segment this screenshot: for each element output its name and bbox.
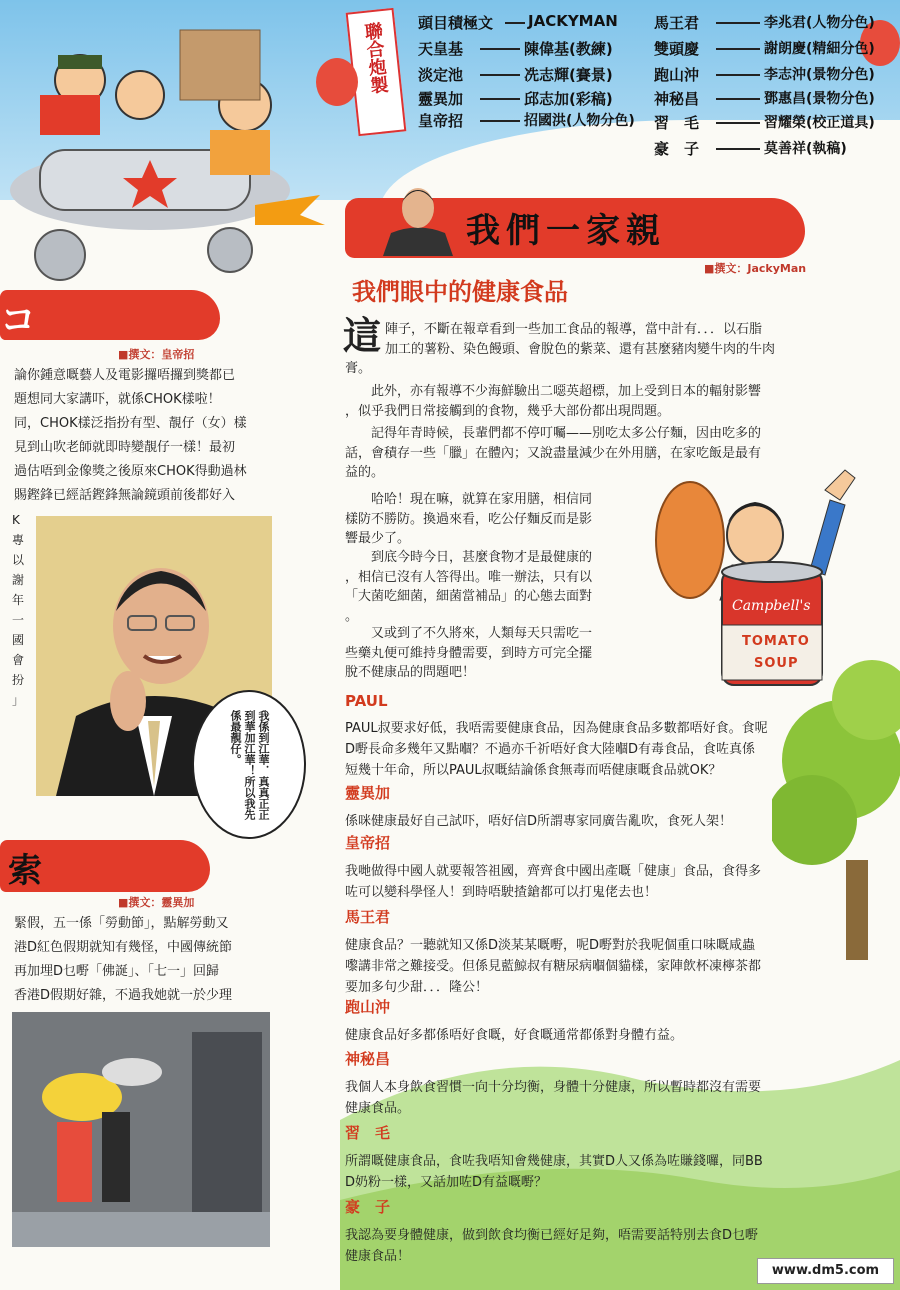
credit-person: 謝朗慶(精細分色) xyxy=(764,41,875,57)
article-para-2 xyxy=(345,382,865,421)
qa-name: 習 毛 xyxy=(345,1124,391,1142)
text-line: 嚟講非常之難接受。但係見藍鯨叔有糖尿病嗰個貓樣，家陣飲杯凍檸茶都 xyxy=(345,959,762,974)
text-line: 益的。 xyxy=(345,465,385,480)
section-title: 我們一家親 xyxy=(466,211,666,251)
text-line: 國 xyxy=(12,633,25,647)
text-line: 見到山吹老師就即時變靚仔一樣！最初 xyxy=(14,440,236,455)
text-line: 題想同大家講吓，就係CHOK樣啦！ xyxy=(14,392,221,407)
qa-name: 靈異加 xyxy=(345,784,391,802)
can-label-2: TOMATO xyxy=(742,634,810,649)
text-line: K xyxy=(12,513,20,527)
credit-person: 鄧惠昌(景物分色) xyxy=(764,91,875,107)
text-line: 扮 xyxy=(12,673,25,687)
qa-name: 皇帝招 xyxy=(345,834,391,852)
credit-person: 邱志加(彩稿) xyxy=(524,90,613,108)
text-line: 「大菌吃細菌，細菌當補品」的心態去面對 xyxy=(345,589,593,604)
qa-name: PAUL xyxy=(345,692,388,710)
left-header-glyph: コ xyxy=(0,300,37,341)
tank-illustration xyxy=(0,0,340,300)
article-para-6 xyxy=(345,624,655,683)
text-line: 我認為要身體健康，做到飲食均衡已經好足夠，唔需要話特別去食D乜嘢 xyxy=(345,1228,759,1243)
article-headline: 我們眼中的健康食品 xyxy=(352,278,568,306)
credit-name: 頭目積極文 xyxy=(418,14,494,32)
credit-name: 淡定池 xyxy=(418,66,464,84)
text-line: 響最少了。 xyxy=(345,531,411,546)
article-para-1-tail: 膏。 xyxy=(345,361,372,376)
text-line: 一 xyxy=(12,613,25,627)
credit-person: 陳偉基(教練) xyxy=(524,40,613,58)
red-balloon xyxy=(316,58,358,106)
text-line: 健康食品。 xyxy=(345,1101,411,1116)
text-line: 。 xyxy=(345,608,359,624)
text-line: 又或到了不久將來，人類每天只需吃一 xyxy=(345,626,593,641)
article-byline: ■撰文：JackyMan xyxy=(704,262,807,275)
text-line: 過估唔到金像獎之後原來CHOK得動過林 xyxy=(14,464,247,479)
speech-text: 我係到江華．真真正正到華加江華！所以我先係最靚仔。 xyxy=(229,710,270,820)
left-header-2: 索 xyxy=(8,851,42,891)
street-photo xyxy=(12,1012,270,1247)
text-line: ，相信已沒有人答得出。唯一辦法，只有以 xyxy=(345,569,593,585)
text-line: 同，CHOK樣泛指扮有型、靚仔（女）樣 xyxy=(14,416,247,431)
text-line: 健康食品好多都係唔好食嘅，好食嘅通常都係對身體冇益。 xyxy=(345,1028,684,1043)
text-line: 此外，亦有報導不少海鮮驗出二噁英超標，加上受到日本的輻射影響 xyxy=(345,384,762,399)
text-line: PAUL叔要求好低，我唔需要健康食品，因為健康食品多數都唔好食。食呢 xyxy=(345,721,768,736)
credit-name: 皇帝招 xyxy=(418,112,464,130)
text-line: D嘢長命多幾年又點嗰？不過亦千祈唔好食大陸嗰D有毒食品，食咗真係 xyxy=(345,742,756,757)
article-para-5 xyxy=(345,548,655,626)
text-line: 係咪健康最好自己試吓，唔好信D所謂專家同廣告亂吹，食死人架！ xyxy=(345,814,733,829)
text-line: ，似乎我們日常接觸到的食物，幾乎大部份都出現問題。 xyxy=(345,403,671,419)
credit-name: 馬王君 xyxy=(654,14,700,32)
qa-item xyxy=(345,692,873,782)
qa-item xyxy=(345,782,873,832)
text-line: 記得年青時候，長輩們都不停叮囑——別吃太多公仔麵，因由吃多的 xyxy=(345,426,762,441)
qa-item xyxy=(345,906,873,996)
text-line: 港D紅色假期就知有幾怪，中國傳統節 xyxy=(14,940,233,955)
text-line: 脫不健康品的問題吧！ xyxy=(345,665,476,680)
text-line: 專 xyxy=(12,533,25,547)
credit-person: 習耀榮(校正道具) xyxy=(764,115,875,131)
text-line: 些藥丸便可維持身體需要，到時方可完全擺 xyxy=(345,645,593,661)
can-label-3: SOUP xyxy=(754,656,799,671)
credit-person: 招國洪(人物分色) xyxy=(524,113,635,129)
text-line: 緊假，五一係「勞動節」，點解勞動又 xyxy=(14,916,229,931)
text-line: 健康食品！ xyxy=(345,1249,411,1264)
article-para-1-first xyxy=(385,320,865,359)
text-line: 我哋做得中國人就要報答祖國，齊齊食中國出產嘅「健康」食品，食得多 xyxy=(345,864,762,879)
left-byline-1: ■撰文：皇帝招 xyxy=(118,348,195,361)
text-line: 到底今時今日，甚麼食物才是最健康的 xyxy=(345,550,593,565)
text-line: 以 xyxy=(12,553,25,567)
qa-name: 馬王君 xyxy=(345,908,391,926)
credit-person: JACKYMAN xyxy=(528,12,618,30)
banner-tag-text: 聯合炮製 xyxy=(360,21,390,95)
text-line: 年 xyxy=(12,593,25,607)
text-line: 我個人本身飲食習慣一向十分均衡，身體十分健康，所以暫時都沒有需要 xyxy=(345,1080,762,1095)
speech-bubble xyxy=(192,690,306,839)
can-label-brand: Campbell's xyxy=(732,598,811,614)
qa-name: 豪 子 xyxy=(345,1198,391,1216)
left-article-1 xyxy=(14,364,304,508)
text-line: 再加埋D乜嘢「佛誕」、「七一」回歸 xyxy=(14,964,220,979)
text-line: 健康食品？一聽就知又係D淡某某嘅嘢，呢D嘢對於我呢個重口味嘅咸蟲 xyxy=(345,938,756,953)
site-watermark: www.dm5.com xyxy=(757,1258,894,1284)
text-line: 加工的薯粉、染色饅頭、會脫色的紫菜、還有甚麼豬肉變牛肉的牛肉 xyxy=(385,341,776,357)
credit-person: 李志沖(景物分色) xyxy=(764,67,875,83)
credit-name: 雙頭慶 xyxy=(654,40,700,58)
left-byline-2: ■撰文：靈異加 xyxy=(118,896,195,909)
left-article-2 xyxy=(14,912,304,1008)
credit-name: 豪 子 xyxy=(654,140,700,158)
left-article-1-overflow xyxy=(12,510,32,710)
qa-item xyxy=(345,1122,873,1196)
qa-name: 神秘昌 xyxy=(345,1050,391,1068)
text-line: 香港D假期好雜，不過我她就一於少理 xyxy=(14,988,233,1003)
text-line: 謝 xyxy=(12,573,25,587)
text-line: 」 xyxy=(12,693,25,707)
credit-person: 莫善祥(執稿) xyxy=(764,141,847,157)
author-photo xyxy=(383,178,453,256)
credit-person: 李兆君(人物分色) xyxy=(764,15,875,31)
credit-name: 天皇基 xyxy=(418,40,464,58)
qa-list xyxy=(345,692,873,1270)
text-line: 會 xyxy=(12,653,25,667)
text-line: 論你鍾意嘅藝人及電影攞唔攞到獎都已 xyxy=(14,368,236,383)
text-line: 短幾十年命，所以PAUL叔嘅結論係食無毒而唔健康嘅食品就OK？ xyxy=(345,763,722,778)
credit-name: 習 毛 xyxy=(654,114,700,132)
credit-name: 靈異加 xyxy=(418,90,464,108)
text-line: 咗可以變科學怪人！到時唔駛揸鎗都可以打鬼佬去也！ xyxy=(345,885,658,900)
qa-item xyxy=(345,996,873,1048)
text-line: 陣子，不斷在報章看到一些加工食品的報導，當中計有．．．以石脂 xyxy=(385,322,763,337)
qa-item xyxy=(345,1048,873,1122)
qa-name: 跑山沖 xyxy=(345,998,391,1016)
article-para-4 xyxy=(345,490,655,549)
text-line: D奶粉一樣，又話加咗D有益嘅嘢？ xyxy=(345,1175,548,1190)
credit-name: 神秘昌 xyxy=(654,90,700,108)
text-line: 要加多句少甜．．．隆公！ xyxy=(345,980,489,995)
text-line: 樣防不勝防。換過來看，吃公仔麵反而是影 xyxy=(345,511,593,527)
text-line: 話，會積存一些「臘」在體內；又說盡量減少在外用膳，在家吃飯是最有 xyxy=(345,445,762,461)
text-line: 所謂嘅健康食品，食咗我唔知會幾健康，其實D人又係為咗賺錢囉，同BB xyxy=(345,1154,763,1169)
credit-name: 跑山沖 xyxy=(654,66,700,84)
credit-person: 冼志輝(賽景) xyxy=(524,66,613,84)
text-line: 哈哈！現在嘛，就算在家用膳，相信同 xyxy=(345,492,593,507)
drop-cap: 這 xyxy=(343,314,382,358)
text-line: 賜鏗鋒已經話鏗鋒無論鏡頭前後都好入 xyxy=(14,488,236,503)
qa-item xyxy=(345,832,873,906)
